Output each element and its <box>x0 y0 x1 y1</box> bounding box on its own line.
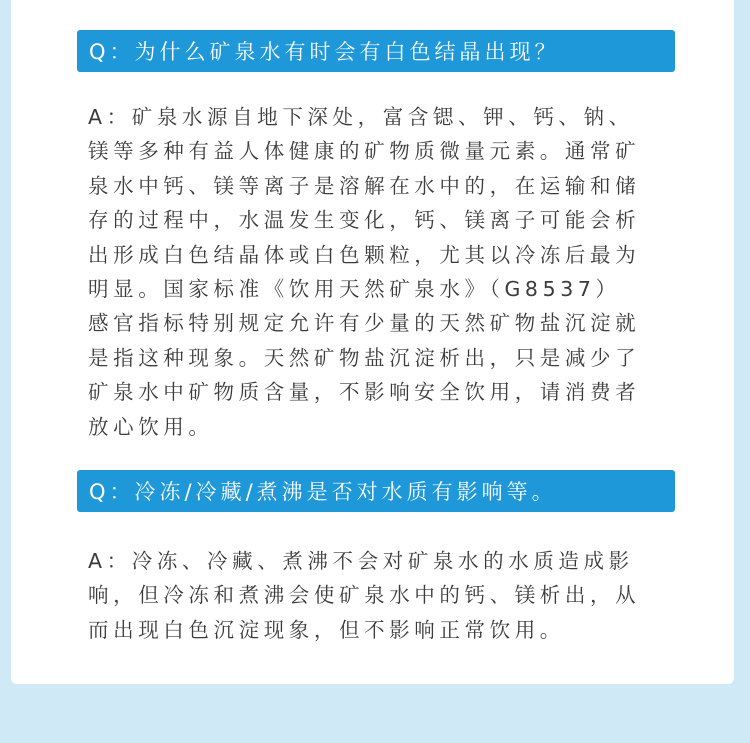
answer-line: 存的过程中，水温发生变化，钙、镁离子可能会析 <box>88 208 641 233</box>
answer-line: 明显。国家标准《饮用天然矿泉水》（G8537） <box>88 276 621 301</box>
answer-line: A：矿泉水源自地下深处，富含锶、钾、钙、钠、 <box>88 105 634 129</box>
answer-1-text <box>88 100 688 444</box>
answer-line: 而出现白色沉淀现象，但不影响正常饮用。 <box>88 617 565 642</box>
answer-line: 镁等多种有益人体健康的矿物质微量元素。通常矿 <box>88 139 641 164</box>
answer-line: 矿泉水中矿物质含量，不影响安全饮用，请消费者 <box>88 380 641 405</box>
answer-line: 响，但冷冻和煮沸会使矿泉水中的钙、镁析出，从 <box>88 583 641 608</box>
question-1-header: Q：为什么矿泉水有时会有白色结晶出现？ <box>77 30 675 72</box>
answer-line: 放心饮用。 <box>88 414 214 439</box>
answer-line: 泉水中钙、镁等离子是溶解在水中的，在运输和储 <box>88 173 641 198</box>
answer-line: A：冷冻、冷藏、煮沸不会对矿泉水的水质造成影 <box>88 549 634 573</box>
answer-2-text <box>88 544 688 647</box>
answer-line: 出形成白色结晶体或白色颗粒，尤其以冷冻后最为 <box>88 242 641 267</box>
question-2-header: Q：冷冻/冷藏/煮沸是否对水质有影响等。 <box>77 470 675 512</box>
faq-card <box>11 0 734 684</box>
answer-line: 是指这种现象。天然矿物盐沉淀析出，只是减少了 <box>88 345 641 370</box>
answer-line: 感官指标特别规定允许有少量的天然矿物盐沉淀就 <box>88 311 641 336</box>
